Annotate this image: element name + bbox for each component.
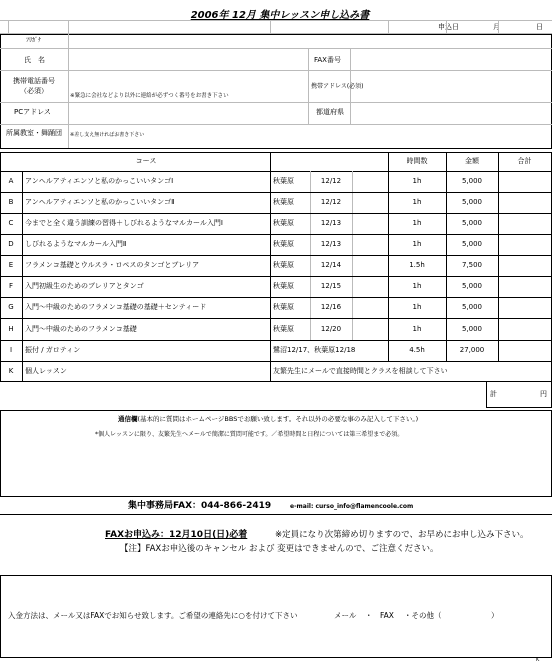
grid-line xyxy=(0,70,552,71)
course-hours: 1h xyxy=(412,219,422,227)
payment-option-close: ） xyxy=(491,611,499,620)
grid-line xyxy=(388,20,389,34)
frame-line xyxy=(0,34,1,148)
course-place: 秋葉原 xyxy=(273,261,294,269)
course-code: E xyxy=(8,261,14,269)
frame-line xyxy=(0,152,552,153)
course-place: 秋葉原 xyxy=(273,303,294,311)
frame-line xyxy=(0,318,552,319)
course-code: C xyxy=(8,219,14,227)
office-fax: 集中事務局FAX：044-866-2419 xyxy=(128,501,272,511)
course-date: 12/16 xyxy=(320,303,342,311)
course-name: 今までと全く違う訓練の習得＋しびれるようなマルカール入門Ⅰ xyxy=(25,219,223,227)
course-hours: 1h xyxy=(412,282,422,290)
mobile-required-label: （必須） xyxy=(20,87,48,95)
grid-line xyxy=(0,20,552,21)
course-price: 5,000 xyxy=(461,325,483,333)
payment-text: 入金方法は、メール又はFAXでお知らせ致します。ご希望の連絡先に○を付けて下さい xyxy=(8,611,298,620)
frame-line xyxy=(486,407,552,408)
frame-line xyxy=(0,255,552,256)
frame-line xyxy=(0,514,552,515)
time-header: 時間数 xyxy=(406,157,428,165)
grid-line xyxy=(352,171,353,341)
footer-code: K xyxy=(536,657,540,663)
frame-line xyxy=(0,213,552,214)
course-code: B xyxy=(8,198,14,206)
frame-line xyxy=(0,657,552,658)
name-label: 氏 名 xyxy=(24,56,45,64)
course-code: H xyxy=(8,325,14,333)
payment-separator: ・ xyxy=(365,611,373,620)
frame-line xyxy=(0,234,552,235)
course-date: 12/12 xyxy=(320,198,342,206)
course-name: フラメンコ基礎とウルスラ・ロペスのタンゴとブレリア xyxy=(25,261,200,269)
course-name: しびれるようなマルカール入門Ⅱ xyxy=(25,240,127,248)
grid-line xyxy=(0,124,552,125)
grid-line xyxy=(0,102,552,103)
course-hours: 1h xyxy=(412,303,422,311)
course-date: 12/13 xyxy=(320,219,342,227)
frame-line xyxy=(0,575,1,657)
course-date: 12/20 xyxy=(320,325,342,333)
course-code: A xyxy=(8,177,14,185)
course-price: 5,000 xyxy=(461,282,483,290)
course-hours: 1h xyxy=(412,177,422,185)
grid-line xyxy=(0,48,552,49)
total-header: 合計 xyxy=(517,157,532,165)
frame-line xyxy=(0,361,552,362)
private-lesson-note: 友繁先生にメールで直接時間とクラスを相談して下さい xyxy=(273,367,448,375)
course-place: 秋葉原 xyxy=(273,325,294,333)
deadline-note: ※定員になり次第締め切りますので、お早めにお申し込み下さい。 xyxy=(275,530,529,540)
course-code: D xyxy=(8,240,14,248)
comm-field xyxy=(118,416,418,423)
frame-line xyxy=(0,410,552,411)
course-name: 個人レッスン xyxy=(25,367,67,375)
frame-line xyxy=(486,381,487,407)
school-note: ※差し支え無ければお書き下さい xyxy=(70,132,145,138)
frame-line xyxy=(0,34,552,35)
course-price: 5,000 xyxy=(461,177,483,185)
price-header: 金額 xyxy=(465,157,479,165)
frame-line xyxy=(0,381,552,382)
course-price: 5,000 xyxy=(461,303,483,311)
course-name: 振付 / ガロティン xyxy=(25,346,81,354)
grid-line xyxy=(8,20,9,34)
course-code: K xyxy=(8,367,14,375)
course-place: 秋葉原 xyxy=(273,240,294,248)
course-name: 入門～中級のためのフラメンコ基礎の基礎＋センティード xyxy=(25,303,207,311)
frame-line xyxy=(0,276,552,277)
course-place: 鷺沼12/17、秋葉原12/18 xyxy=(273,346,356,354)
yen-label: 円 xyxy=(540,390,547,398)
course-date: 12/12 xyxy=(320,177,342,185)
office-email: e-mail: curso_info@flamencoole.com xyxy=(290,503,414,510)
course-code: I xyxy=(9,346,13,354)
course-date: 12/15 xyxy=(320,282,342,290)
course-hours: 1h xyxy=(412,325,422,333)
mobile-label: 携帯電話番号 xyxy=(13,77,55,85)
frame-line xyxy=(0,171,552,172)
frame-line xyxy=(0,496,552,497)
grid-line xyxy=(308,48,309,124)
prefecture-label: 都道府県 xyxy=(316,108,344,116)
page-title: 2006年 12月 集中レッスン申し込み書 xyxy=(190,10,370,21)
frame-line xyxy=(0,340,552,341)
grid-line xyxy=(446,20,447,34)
frame-line xyxy=(0,297,552,298)
payment-option-other[interactable]: ・その他（ xyxy=(404,611,442,620)
sum-label: 計 xyxy=(490,390,497,398)
pc-address-label: PCアドレス xyxy=(14,108,51,116)
day-label: 日 xyxy=(536,23,543,31)
course-price: 27,000 xyxy=(459,346,485,354)
course-hours: 4.5h xyxy=(409,346,425,354)
course-name: アンヘルアティエンソと私のかっこいいタンゴⅠ xyxy=(25,177,174,185)
course-name: 入門初級生のためのブレリアとタンゴ xyxy=(25,282,144,290)
course-code: G xyxy=(8,303,14,311)
course-name: アンヘルアティエンソと私のかっこいいタンゴⅡ xyxy=(25,198,175,206)
school-label: 所属教室・舞踊団 xyxy=(6,129,62,137)
course-price: 5,000 xyxy=(461,198,483,206)
frame-line xyxy=(0,148,552,149)
month-label: 月 xyxy=(493,23,500,31)
comm-label: 通信欄 xyxy=(118,415,138,423)
payment-option-email[interactable]: メール xyxy=(334,611,357,620)
frame-line xyxy=(0,192,552,193)
note-2: *個人レッスンに限り、友繁先生へメールで簡潔に質問可能です。／希望時間と日程については第三希望まで必須。 xyxy=(95,431,404,438)
course-price: 5,000 xyxy=(461,240,483,248)
course-place: 秋葉原 xyxy=(273,177,294,185)
course-hours: 1.5h xyxy=(409,261,425,269)
course-header: コース xyxy=(135,157,157,165)
fax-number-label: FAX番号 xyxy=(314,56,341,64)
furigana-label: ﾌﾘｶﾞﾅ xyxy=(26,37,42,44)
frame-line xyxy=(0,575,552,576)
mobile-note: ※緊急に会社などより以外に連絡が必ずつく番号をお書き下さい xyxy=(70,93,229,99)
course-date: 12/13 xyxy=(320,240,342,248)
course-hours: 1h xyxy=(412,198,422,206)
course-price: 7,500 xyxy=(461,261,483,269)
payment-option-fax[interactable]: FAX xyxy=(380,611,394,620)
course-price: 5,000 xyxy=(461,219,483,227)
course-place: 秋葉原 xyxy=(273,219,294,227)
course-place: 秋葉原 xyxy=(273,282,294,290)
grid-line xyxy=(498,20,499,34)
course-name: 入門～中級のためのフラメンコ基礎 xyxy=(25,325,137,333)
grid-line xyxy=(270,20,271,34)
grid-line xyxy=(310,171,311,341)
grid-line xyxy=(68,34,69,148)
course-place: 秋葉原 xyxy=(273,198,294,206)
grid-line xyxy=(68,20,69,34)
apply-date-label: 申込日 xyxy=(438,23,459,31)
comm-text: (基本的に質問はホームページBBSでお願い致します。それ以外の必要な事のみ記入して下さい。) xyxy=(137,415,419,423)
course-date: 12/14 xyxy=(320,261,342,269)
deadline-main: FAXお申込み：12月10日(日)必着 xyxy=(105,530,248,540)
course-hours: 1h xyxy=(412,240,422,248)
frame-line xyxy=(0,410,1,496)
frame-line xyxy=(498,152,499,361)
deadline-caution: 【注】FAXお申込後のキャンセル および 変更はできませんので、ご注意ください。 xyxy=(120,544,439,554)
mobile-email-label: 携帯アドレス(必須) xyxy=(311,83,364,90)
course-code: F xyxy=(8,282,14,290)
frame-line xyxy=(270,152,271,381)
